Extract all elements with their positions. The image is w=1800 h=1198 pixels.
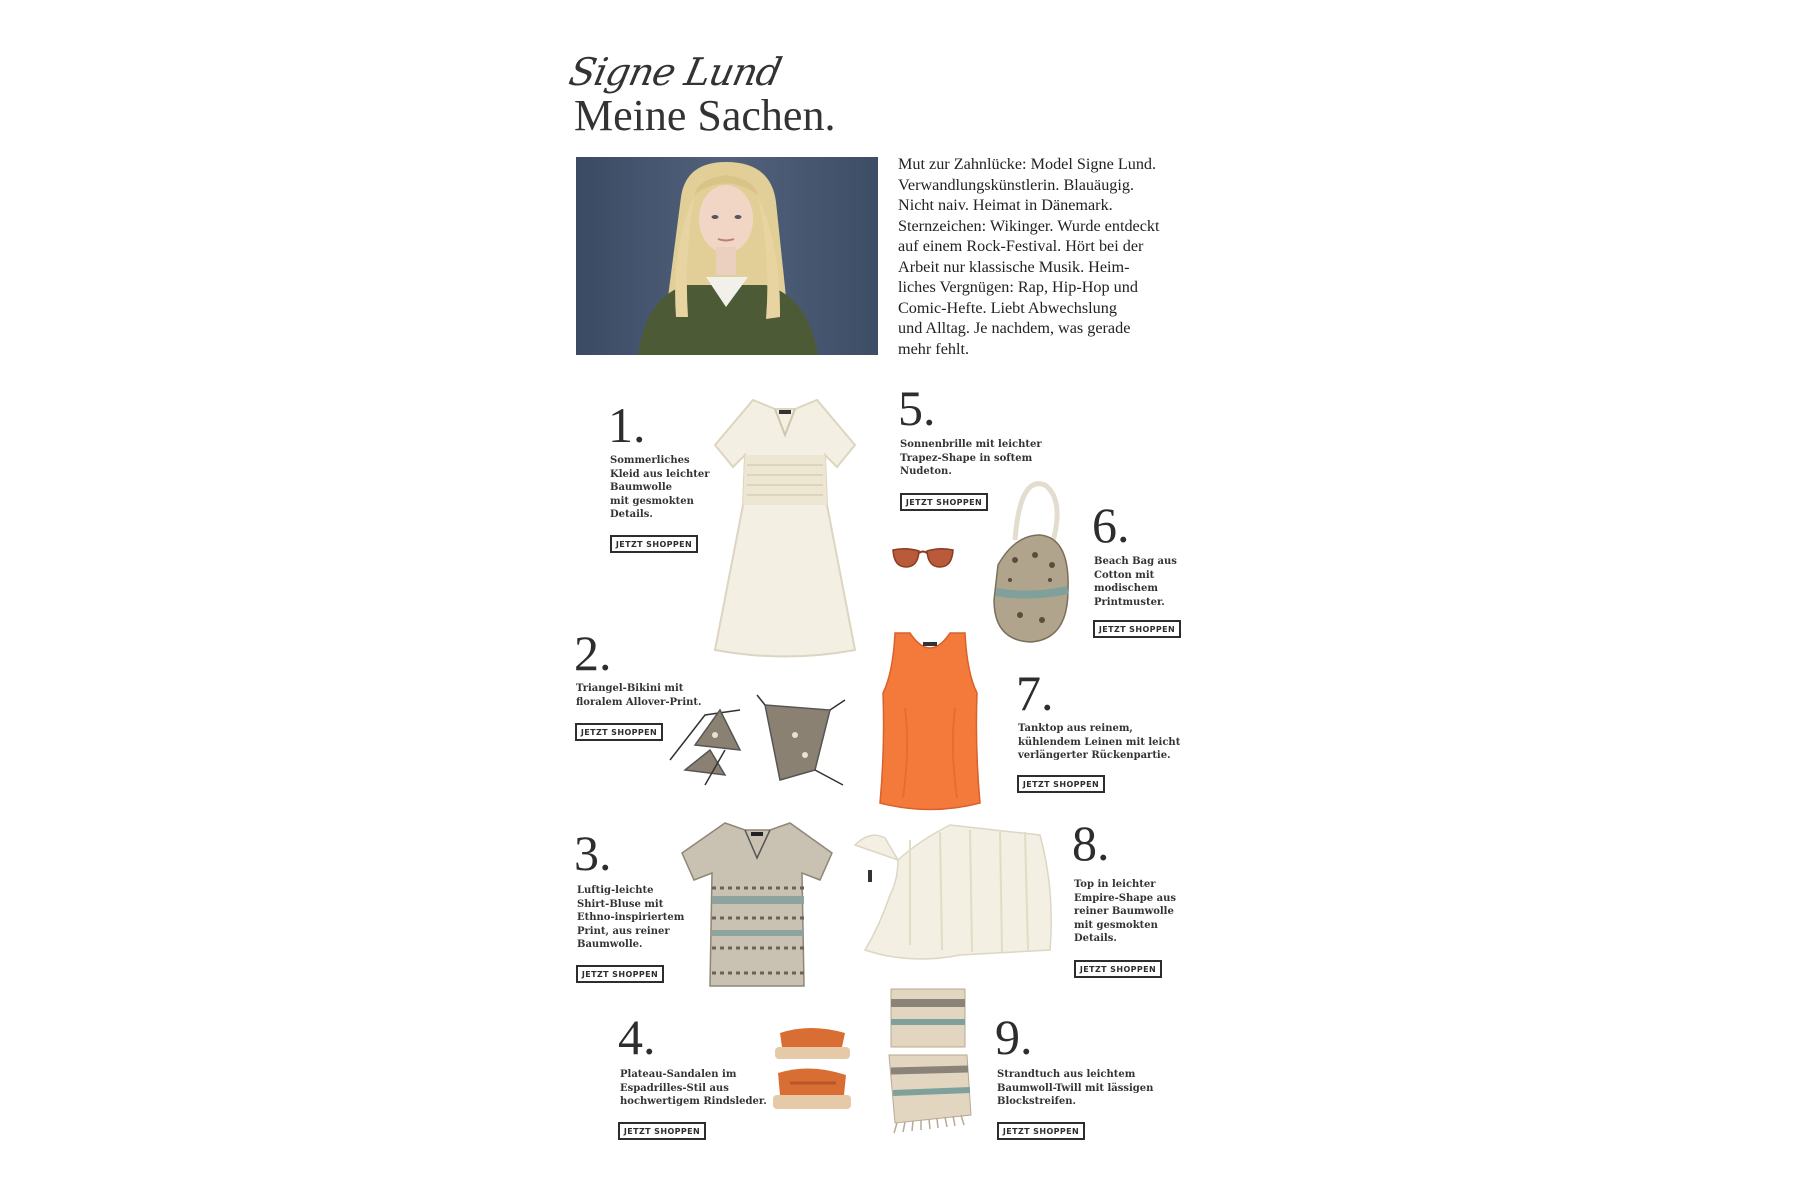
item-3-description: [577, 884, 684, 952]
signature: Signe Lund: [565, 50, 785, 94]
tanktop-image[interactable]: [875, 628, 985, 813]
intro-line: Comic-Hefte. Liebt Abwechslung: [898, 298, 1117, 317]
item-9-description: [997, 1068, 1153, 1109]
desc-line: Details.: [1074, 933, 1117, 944]
item-7-number: 7.: [1016, 665, 1054, 721]
desc-line: Triangel-Bikini mit: [576, 683, 684, 694]
item-6-description: [1094, 555, 1177, 609]
item-2-number: 2.: [574, 625, 612, 681]
desc-line: Details.: [610, 509, 653, 520]
desc-line: mit gesmokten: [610, 495, 694, 507]
item-5-shop-button[interactable]: JETZT SHOPPEN: [900, 493, 988, 511]
item-4-shop-button[interactable]: JETZT SHOPPEN: [618, 1122, 706, 1140]
desc-line: floralem Allover-Print.: [576, 696, 702, 708]
shirt-blouse-image[interactable]: [680, 818, 835, 990]
desc-line: Sommerliches: [610, 455, 690, 466]
desc-line: Strandtuch aus leichtem: [997, 1069, 1136, 1080]
intro-line: Sternzeichen: Wikinger. Wurde entdeckt: [898, 216, 1160, 235]
item-6-number: 6.: [1092, 497, 1130, 553]
desc-line: modischem: [1094, 583, 1158, 594]
item-9-shop-button[interactable]: JETZT SHOPPEN: [997, 1122, 1085, 1140]
item-4-description: [620, 1068, 767, 1109]
item-1-number: 1.: [608, 397, 646, 453]
item-5-description: [900, 438, 1042, 479]
desc-line: kühlendem Leinen mit leicht: [1018, 736, 1181, 748]
intro-line: Verwandlungskünstlerin. Blauäugig.: [898, 175, 1135, 194]
intro-line: Nicht naiv. Heimat in Dänemark.: [898, 196, 1113, 214]
beach-towel-image[interactable]: [885, 985, 975, 1135]
desc-line: Plateau-Sandalen im: [620, 1069, 737, 1080]
desc-line: Kleid aus leichter: [610, 468, 710, 480]
sunglasses-image[interactable]: [890, 545, 956, 575]
intro-text: [898, 154, 1188, 359]
desc-line: reiner Baumwolle: [1074, 906, 1174, 917]
intro-line: Arbeit nur klassische Musik. Heim-: [898, 257, 1130, 276]
desc-line: Beach Bag aus: [1094, 556, 1177, 567]
desc-line: Ethno-inspiriertem: [577, 912, 685, 923]
desc-line: Tanktop aus reinem,: [1018, 723, 1133, 734]
desc-line: Baumwolle: [610, 482, 673, 493]
item-3-number: 3.: [574, 825, 612, 881]
dress-image[interactable]: [705, 395, 865, 660]
item-5-number: 5.: [898, 380, 936, 436]
desc-line: Sonnenbrille mit leichter: [900, 439, 1042, 450]
desc-line: hochwertigem Rindsleder.: [620, 1096, 767, 1107]
item-8-shop-button[interactable]: JETZT SHOPPEN: [1074, 960, 1162, 978]
item-9-number: 9.: [995, 1009, 1033, 1065]
sandals-image[interactable]: [770, 1025, 855, 1115]
item-7-shop-button[interactable]: JETZT SHOPPEN: [1017, 775, 1105, 793]
intro-line: Mut zur Zahnlücke: Model Signe Lund.: [898, 155, 1157, 173]
desc-line: mit gesmokten: [1074, 919, 1158, 931]
item-7-description: [1018, 722, 1180, 763]
empire-top-image[interactable]: [850, 820, 1055, 965]
beach-bag-image[interactable]: [990, 480, 1075, 645]
desc-line: Luftig-leichte: [577, 885, 654, 896]
item-1-shop-button[interactable]: JETZT SHOPPEN: [610, 535, 698, 553]
desc-line: Print, aus reiner: [577, 925, 670, 937]
desc-line: Empire-Shape aus: [1074, 892, 1176, 904]
page-title: Meine Sachen.: [574, 91, 836, 140]
item-3-shop-button[interactable]: JETZT SHOPPEN: [576, 965, 664, 983]
desc-line: Cotton mit: [1094, 569, 1155, 581]
bikini-image[interactable]: [665, 695, 845, 795]
desc-line: Baumwoll-Twill mit lässigen: [997, 1082, 1154, 1094]
desc-line: Baumwolle.: [577, 939, 643, 950]
item-8-number: 8.: [1072, 815, 1110, 871]
desc-line: Shirt-Bluse mit: [577, 898, 664, 910]
desc-line: Printmuster.: [1094, 596, 1165, 608]
intro-line: auf einem Rock-Festival. Hört bei der: [898, 237, 1144, 255]
desc-line: Nudeton.: [900, 466, 952, 477]
item-2-shop-button[interactable]: JETZT SHOPPEN: [575, 723, 663, 741]
intro-line: und Alltag. Je nachdem, was gerade: [898, 319, 1131, 337]
item-4-number: 4.: [618, 1009, 656, 1065]
desc-line: Trapez-Shape in softem: [900, 452, 1033, 464]
intro-line: liches Vergnügen: Rap, Hip-Hop und: [898, 278, 1138, 296]
desc-line: Blockstreifen.: [997, 1096, 1077, 1107]
portrait-illustration: [576, 157, 878, 355]
item-6-shop-button[interactable]: JETZT SHOPPEN: [1093, 620, 1181, 638]
desc-line: Espadrilles-Stil aus: [620, 1082, 729, 1094]
model-portrait: [576, 157, 878, 355]
desc-line: Top in leichter: [1074, 879, 1156, 890]
item-8-description: [1074, 878, 1176, 946]
item-1-description: [610, 454, 710, 522]
desc-line: verlängerter Rückenpartie.: [1018, 750, 1171, 761]
intro-line: mehr fehlt.: [898, 339, 970, 358]
